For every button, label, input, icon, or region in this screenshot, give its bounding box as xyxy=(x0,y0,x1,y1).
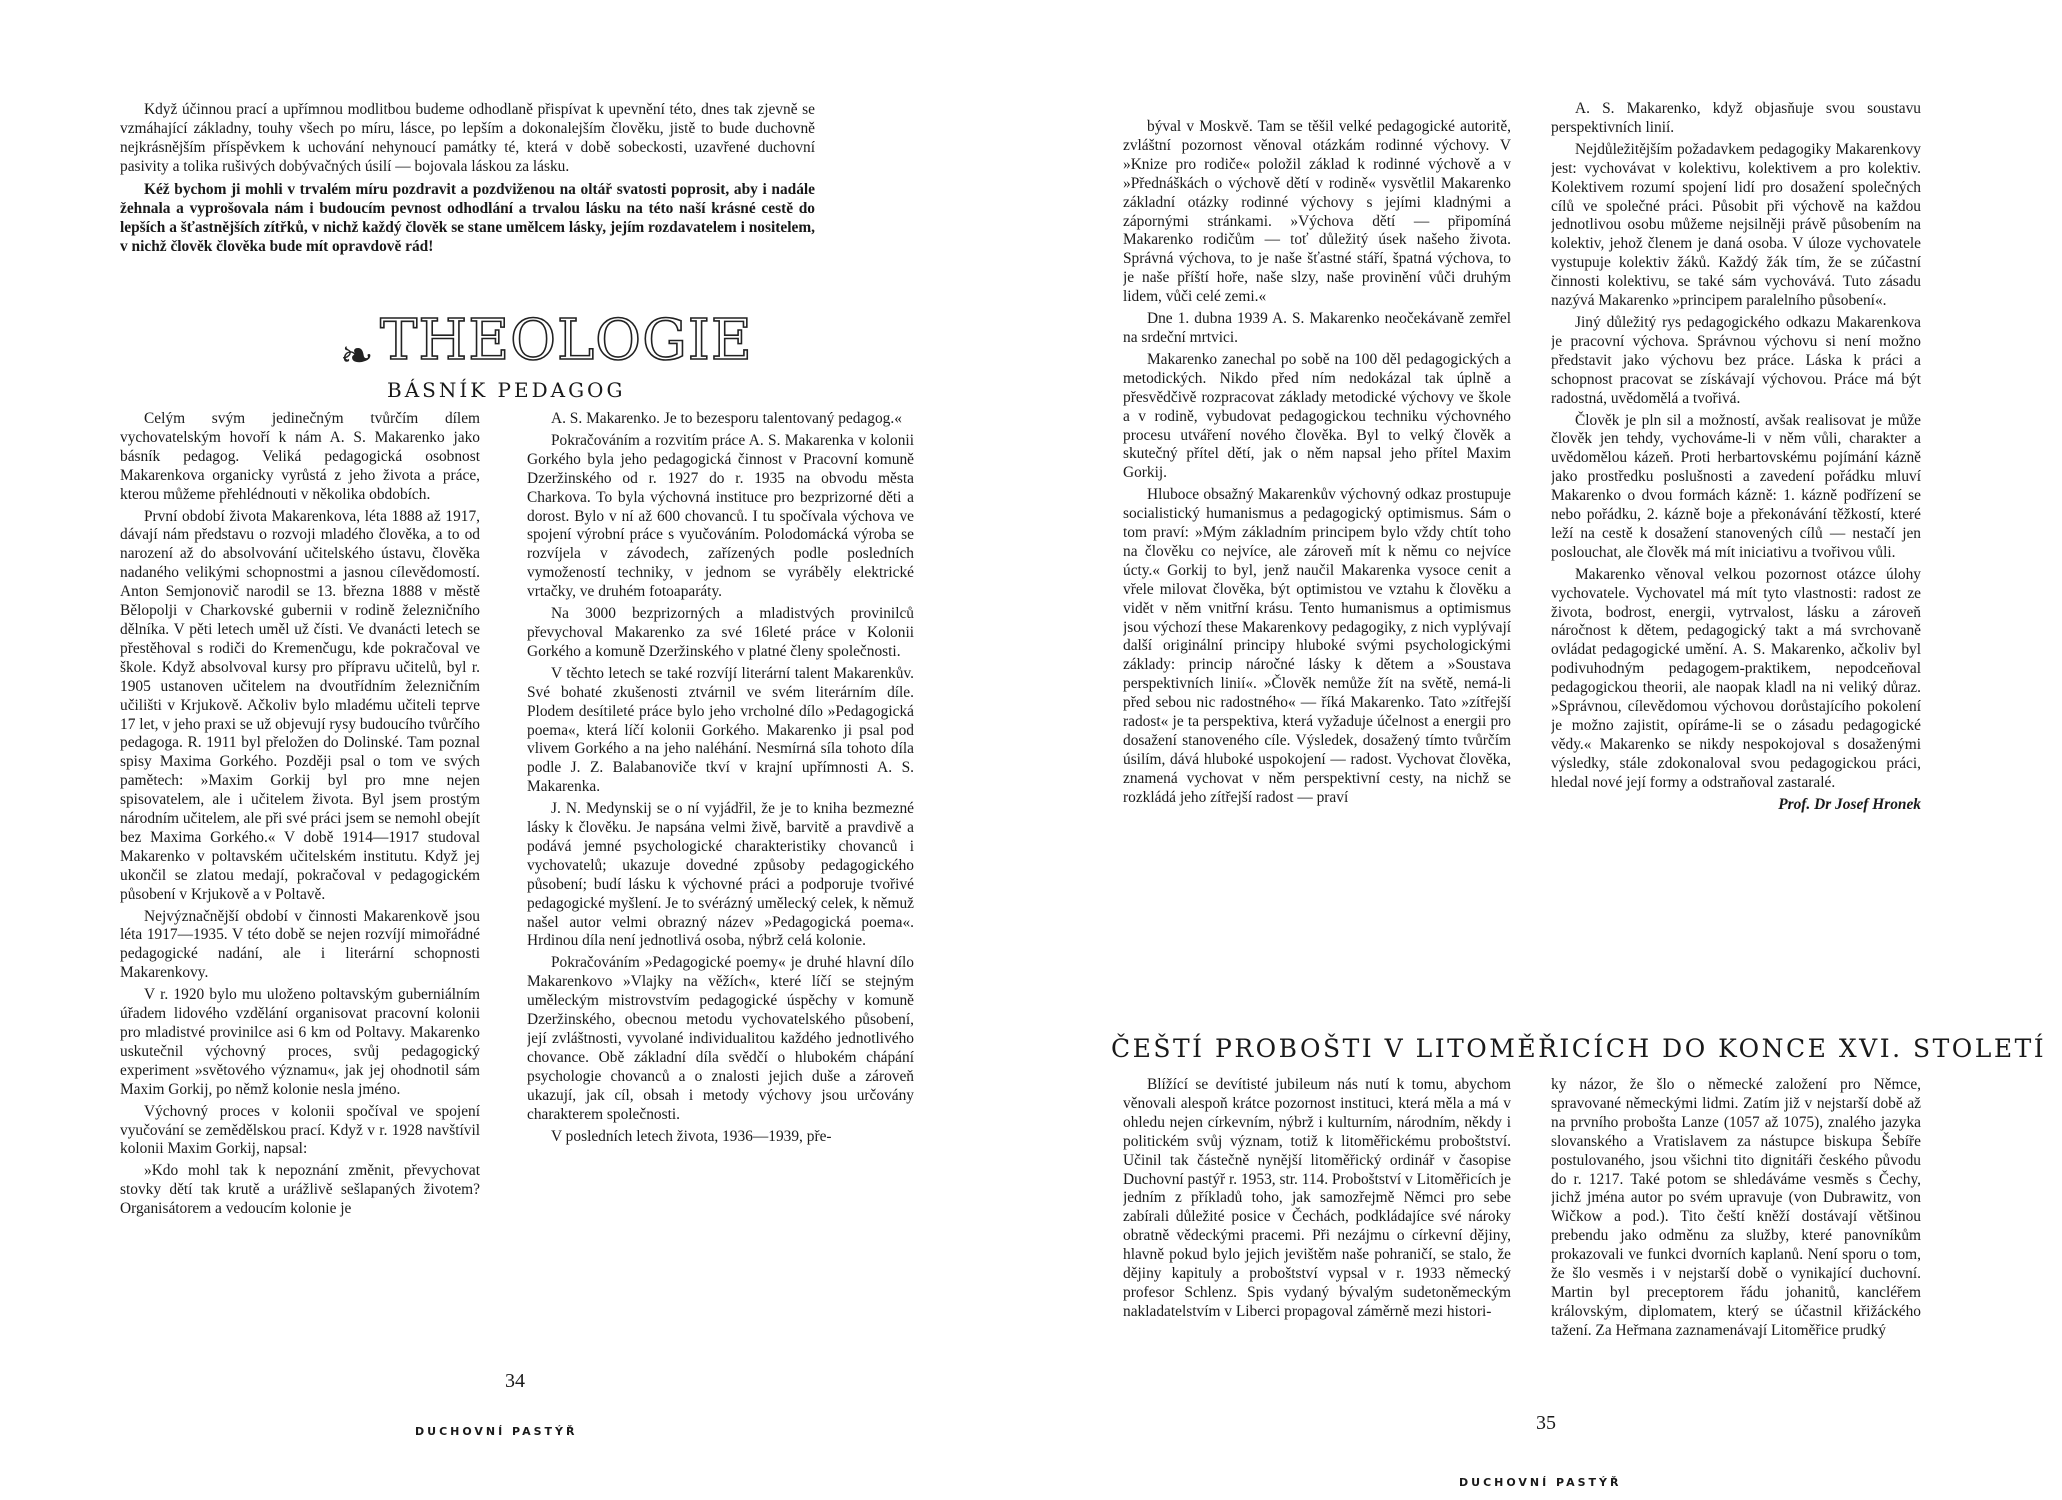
paragraph: Jiný důležitý rys pedagogického odkazu Makarenkova je pracovní výchova. Správnou výchovu si není možno představit jako výchovu bez práce. Láska k práci a schopnost pracovat se získávají výchovou. Práce má být radostná, uvědomělá a tvořivá. xyxy=(1551,313,1921,407)
paragraph: V posledních letech života, 1936—1939, pře- xyxy=(551,1127,832,1145)
left-column-1 xyxy=(120,410,480,1340)
intro-paragraph: Když účinnou prací a upřímnou modlitbou budeme odhodlaně přispívat k upevnění této, dnes tak zjevně se vzmáhající základny, touhy všech po míru, lásce, po lepším a dokonalejším člověku, jistě to bude duchovně nejkrásnějším příspěvkem k uchování nehynoucí památky té, která v době sobeckosti, uzavřené duchovní pasivity a tolika rušivých dobývačných úsilí — bojovala láskou za lásku. xyxy=(120,101,815,175)
right-column-1 xyxy=(1123,118,1511,998)
paragraph: býval v Moskvě. Tam se těšil velké pedagogické autoritě, zvláštní pozornost věnoval otázkám rodinné výchovy. V »Knize pro rodiče« položil základ k rodinné výchově a v »Přednáškách o výchově dětí v rodině« vysvětlil Makarenko základní otázky rodinné výchovy s jejími kladnými a zápornými stránkami. »Výchova dětí — připomíná Makarenko rodičům — toť důležitý úsek našeho života. Správná výchova, to je naše šťastné stáří, špatná výchova, to je naše příští hoře, naše slzy, naše provinění vůči druhým lidem, vůči celé zemi.« xyxy=(1123,118,1511,306)
article-subtitle: BÁSNÍK PEDAGOG xyxy=(387,378,626,402)
intro-closing-paragraph: Kéž bychom ji mohli v trvalém míru pozdravit a pozdviženou na oltář svatosti poprosit, aby i nadále žehnala a vyprošovala nám i budoucím pevnost odhodlání a trvalou lásku na této naší krásné cestě do lepších a šťastnějších zítřků, v nichž každý člověk se stane umělcem lásky, jejím rozdavatelem i nositelem, v nichž člověk člověka bude mít opravdově rád! xyxy=(120,181,815,255)
paragraph: J. N. Medynskij se o ní vyjádřil, že je to kniha bezmezné lásky k člověku. Je napsána velmi živě, barvitě a pravdivě a podává jemné psychologické charakteristiky chovanců i vychovatelů; ukazuje dovedné způsoby pedagogického působení; budí lásku k výchovné práci a podporuje tvořivé pedagogické myšlení. Je to svérázný umělecký celek, k němuž našel autor velmi obrazný název »Pedagogická poema«. Hrdinou díla není jednotlivá osoba, nýbrž celá kolonie. xyxy=(527,800,914,950)
paragraph: A. S. Makarenko. Je to bezesporu talentovaný pedagog.« xyxy=(551,410,902,427)
paragraph: Dne 1. dubna 1939 A. S. Makarenko neočekávaně zemřel na srdeční mrtvici. xyxy=(1123,310,1511,346)
page-footer: DUCHOVNÍ PASTÝŘ xyxy=(1459,1476,1622,1489)
paragraph: Výchovný proces v kolonii spočíval ve spojení vyučování se zemědělskou prací. Když v r. 1928 navštívil kolonii Maxim Gorkij, napsal: xyxy=(120,1102,480,1158)
paragraph: Na 3000 bezprizorných a mladistvých provinilců převychoval Makarenko za své 16leté práce v Kolonii Gorkého a komuně Dzeržinského v platné členy společnosti. xyxy=(527,605,914,660)
paragraph: V r. 1920 bylo mu uloženo poltavským guberniálním úřadem lidového vzdělání organisovat pracovní kolonii pro mladistvé provinilce asi 6 km od Poltavy. Makarenko uskutečnil výchovný proces, svůj pedagogický experiment »světového významu«, jak jej ohodnotil sám Maxim Gorkij, po němž kolonie nesla jméno. xyxy=(120,986,480,1098)
paragraph: V těchto letech se také rozvíjí literární talent Makarenkův. Své bohaté zkušenosti ztvárnil ve svém literárním díle. Plodem desítileté práce bylo jeho vrcholné dílo »Pedagogická poema«, která líčí kolonii Gorkého. Makarenko ji psal pod vlivem Gorkého a na jeho naléhání. Nesmírná síla tohoto díla podle J. Z. Balabanoviče tkví v krajní upřímnosti A. S. Makarenka. xyxy=(527,664,914,796)
paragraph: Pokračováním a rozvitím práce A. S. Makarenka v kolonii Gorkého byla jeho pedagogická činnost v Pracovní komuně Dzeržinského od r. 1927 do r. 1935 na obvodu města Charkova. To byla výchovná instituce pro bezprizorné děti a dorost. Bylo v ní až 600 chovanců. I tu spočívala výchova ve spojení výrobní práce s vyučováním. Polodomácká výroba se rozvíjela v závodech, zařízených podle posledních vymožeností techniky, v jednom se vyráběly elektrické vrtačky, ve druhém fotoaparáty. xyxy=(527,431,914,601)
leaf-ornament-icon: ❧ xyxy=(340,333,374,378)
right-column-4 xyxy=(1551,1076,1921,1381)
paragraph: »Kdo mohl tak k nepoznání změnit, převychovat stovky dětí tak krutě a urážlivě sešlapaných životem? Organisátorem a vedoucím kolonie je xyxy=(120,1162,480,1218)
right-page xyxy=(1031,0,2062,1500)
paragraph: Celým svým jedinečným tvůrčím dílem vychovatelským hovoří k nám A. S. Makarenko jako básník pedagog. Veliká pedagogická osobnost Makarenkova organicky vyrůstá z jeho života a práce, kterou můžeme přehlédnouti v několika obdobích. xyxy=(120,410,480,503)
left-column-2 xyxy=(527,410,914,1340)
paragraph: Člověk je pln sil a možností, avšak realisovat je může člověk jen tehdy, vychovámе-li v něm vůli, charakter a uvědomělou kázeň. Proti herbartovskému pojímání kázně jako prostředku poslušnosti a zavedení pořádku mluví Makarenko o dvou formách kázně: 1. kázně podřízení se nebo pořádku, 2. kázně boje a překonávání těžkostí, které leží na cestě k dosažení stanovených cílů — nestačí jen poslouchat, ale člověk má mít iniciativu a tvořivou vůli. xyxy=(1551,411,1921,561)
page-number: 35 xyxy=(1536,1412,1556,1434)
right-column-3 xyxy=(1123,1076,1511,1381)
paragraph: A. S. Makarenko, když objasňuje svou soustavu perspektivních linií. xyxy=(1551,100,1921,136)
author-signature: Prof. Dr Josef Hronek xyxy=(1778,795,1921,813)
page-number: 34 xyxy=(505,1370,525,1392)
page-footer: DUCHOVNÍ PASTÝŘ xyxy=(415,1425,578,1438)
paragraph: Nejvýznačnější období v činnosti Makarenkově jsou léta 1917—1935. V této době se nejen rozvíjí mimořádné pedagogické nadání, ale i literární schopnosti Makarenkovy. xyxy=(120,907,480,982)
section-title-text: THEOLOGIE xyxy=(380,308,753,373)
right-column-2 xyxy=(1551,100,1921,1030)
paragraph: Makarenko zanechal po sobě na 100 děl pedagogických a metodických. Nikdo před ním nedokázal tak úplně a přesvědčivě rozpracovat základy metodické výchovy ve škole a v rodině, vybudovat pedagogickou techniku výchovného procesu utváření nového člověka. Byl to velký člověk a skutečný přítel dětí, jak o něm napsal jeho přítel Maxim Gorkij. xyxy=(1123,350,1511,482)
section-title xyxy=(340,308,753,378)
paragraph: První období života Makarenkova, léta 1888 až 1917, dávají nám představu o rozvoji mladého člověka, a to od narození až do absolvování učitelského ústavu, člověka nadaného velikými schopnostmi a jasnou cílevědomostí. Anton Semjonovič narodil se 13. března 1888 v městě Bělopolji v Charkovské gubernii v rodině železničního dělníka. V pěti letech uměl už čísti. Ve dvanácti letech se přestěhoval s rodiči do Kremenčugu, kde pokračoval ve škole. Když absolvoval kursy pro přípravu učitelů, byl r. 1905 ustanoven učitelem na dvoutřídním železničním učilišti v Krjukově. Ačkoliv bylo mladému učiteli teprve 17 let, v jeho praxi se už objevují rysy budoucího tvůrčího pedagoga. R. 1911 byl přeložen do Dolinské. Tam poznal spisy Maxima Gorkého. Později psal o tom ve svých pamětech: »Maxim Gorkij byl pro mne nejen spisovatelem, ale i učitelem života. Byl jsem prostým národním učitelem, ale při své práci jsem se nemohl obejít bez Maxima Gorkého.« V době 1914—1917 studoval Makarenko v poltavském učitelském institutu. Když jej ukončil se zlatou medají, pokračoval v pedagogickém působení v Krjukově a v Poltavě. xyxy=(120,507,480,903)
paragraph: Blížící se devítisté jubileum nás nutí k tomu, abychom věnovali alespoň krátce pozornost instituci, která měla a má v ohledu nejen církevním, nýbrž i kulturním, národním, někdy i politickém svůj význam, totiž k litoměřickému proboštství. Učinil tak částečně nynější litoměřický ordinář v časopise Duchovní pastýř r. 1953, str. 114. Proboštství v Litoměřicích je jedním z příkladů toho, jak samozřejmě Němci pro sebe zabírali důležité posice v Čechách, podkládajíce své nároky obratně vědeckými pracemi. Při nezájmu o církevní dějiny, hlavně pokud bylo jejich jevištěm naše pohraničí, se stalo, že dějiny kapituly a proboštství vypsal v r. 1933 německý profesor Schlenz. Spis vydaný bývalým sudetoněmeckým nakladatelstvím v Liberci propagoval záměrně mezi histori- xyxy=(1123,1076,1511,1320)
paragraph: Nejdůležitějším požadavkem pedagogiky Makarenkovy jest: vychovávat v kolektivu, kolektivem a pro kolektiv. Kolektivem rozumí spojení lidí pro dosažení společných cílů ve společné práci. Působit při výchově na každou jednotlivou osobu můžeme nejsilněji právě působením na kolektiv, jehož členem je daná osoba. V úloze vychovatele vystupuje kolektiv žáků. Každý žák tím, že se zúčastní činnosti kolektivu, se také sám vychovává. Tuto zásadu nazývá Makarenko »principem paralelního působení«. xyxy=(1551,140,1921,310)
paragraph: ky názor, že šlo o německé založení pro Němce, spravované německými lidmi. Zatím již v nejstarší době až na prvního probošta Lanze (1057 až 1075), znalého jazyka slovanského a Vratislavem za nástupce biskupa Šebíře postulovaného, jsou všichni tito dignitáři českého původu do r. 1217. Také potom se shledáváme vesměs s Čechy, jichž jména autor po svém upravuje (von Dubrawitz, von Wičkow a pod.). Tito čeští kněží dostávají většinou prebendu jako odměnu za služby, které panovníkům prokazovali ve funkci dvorních kaplanů. Není sporu o tom, že šlo vesměs i v nejstarší době o vynikající duchovní. Martin byl preceptorem řádu johanitů, kancléřem královským, diplomatem, který se účastnil křižáckého tažení. Za Heřmana zaznamenávají Litoměřice prudký xyxy=(1551,1076,1921,1339)
article-title: ČEŠTÍ PROBOŠTI V LITOMĚŘICÍCH DO KONCE XVI. STOLETÍ xyxy=(1111,1034,2047,1063)
paragraph: Makarenko věnoval velkou pozornost otázce úlohy vychovatele. Vychovatel má mít tyto vlastnosti: radost ze života, bodrost, energii, vytrvalost, lásku a zároveň náročnost k dětem, pedagogický takt a má svrchovaně ovládat pedagogické umění. A. S. Makarenko, ačkoliv byl podivuhodným pedagogem-praktikem, nepodceňoval pedagogickou theorii, ale naopak kladl na ni veliký důraz. »Správnou, cílevědomou výchovou dorůstajícího pokolení je možno zajistit, opíráme-li se o zásadu pedagogické vědy.« Makarenko se nikdy nespokojoval s dosaženými výsledky, stále zdokonaloval svou pedagogickou práci, hledal nové její formy a odstraňoval zastaralé. xyxy=(1551,565,1921,791)
intro-text xyxy=(120,100,815,260)
paragraph: Pokračováním »Pedagogické poemy« je druhé hlavní dílo Makarenkovo »Vlajky na věžích«, které líčí se stejným uměleckým mistrovstvím pedagogické úspěchy v komuně Dzeržinského, obecnou metodu vychovatelského působení, její zvláštnosti, vyvolané individualitou každého jednotlivého chovance. Obě základní díla svědčí o hlubokém chápání psychologie chovanců a o znalosti jejich duše a zároveň ukazují, jak cíl, obsah i metody výchovy jsou určovány charakterem společnosti. xyxy=(527,954,914,1123)
paragraph: Hluboce obsažný Makarenkův výchovný odkaz prostupuje socialistický humanismus a pedagogický optimismus. Sám o tom praví: »Mým základním principem bylo vždy chtít toho na člověku co nejvíce, ale zároveň mít k němu co nejvíce úcty.« Gorkij to byl, jenž naučil Makarenka vysoce cenit a vřele milovat člověka, být optimistou ve vztahu k člověku a vidět v něm vnitřní krásu. Tento humanismus a optimismus jsou výchozí these Makarenkovy pedagogiky, z nich vyplývají další originální principy hluboké svými psychologickými základy: princip náročné lásky k dětem a »Soustava perspektivních linií«. »Člověk nemůže žít na světě, nemá-li před sebou nic radostného« — říká Makarenko. Tato »zítřejší radost« je ta perspektiva, která vyžaduje účelnost a energii pro dosažení stanoveného cíle. Výsledek, dosažený tímto tvůrčím úsilím, dává hluboké uspokojení — radost. Vychovat člověka, znamená vychovat v něm perspektivní cesty, na nichž se rozkládá jeho zítřejší radost — praví xyxy=(1123,486,1511,806)
